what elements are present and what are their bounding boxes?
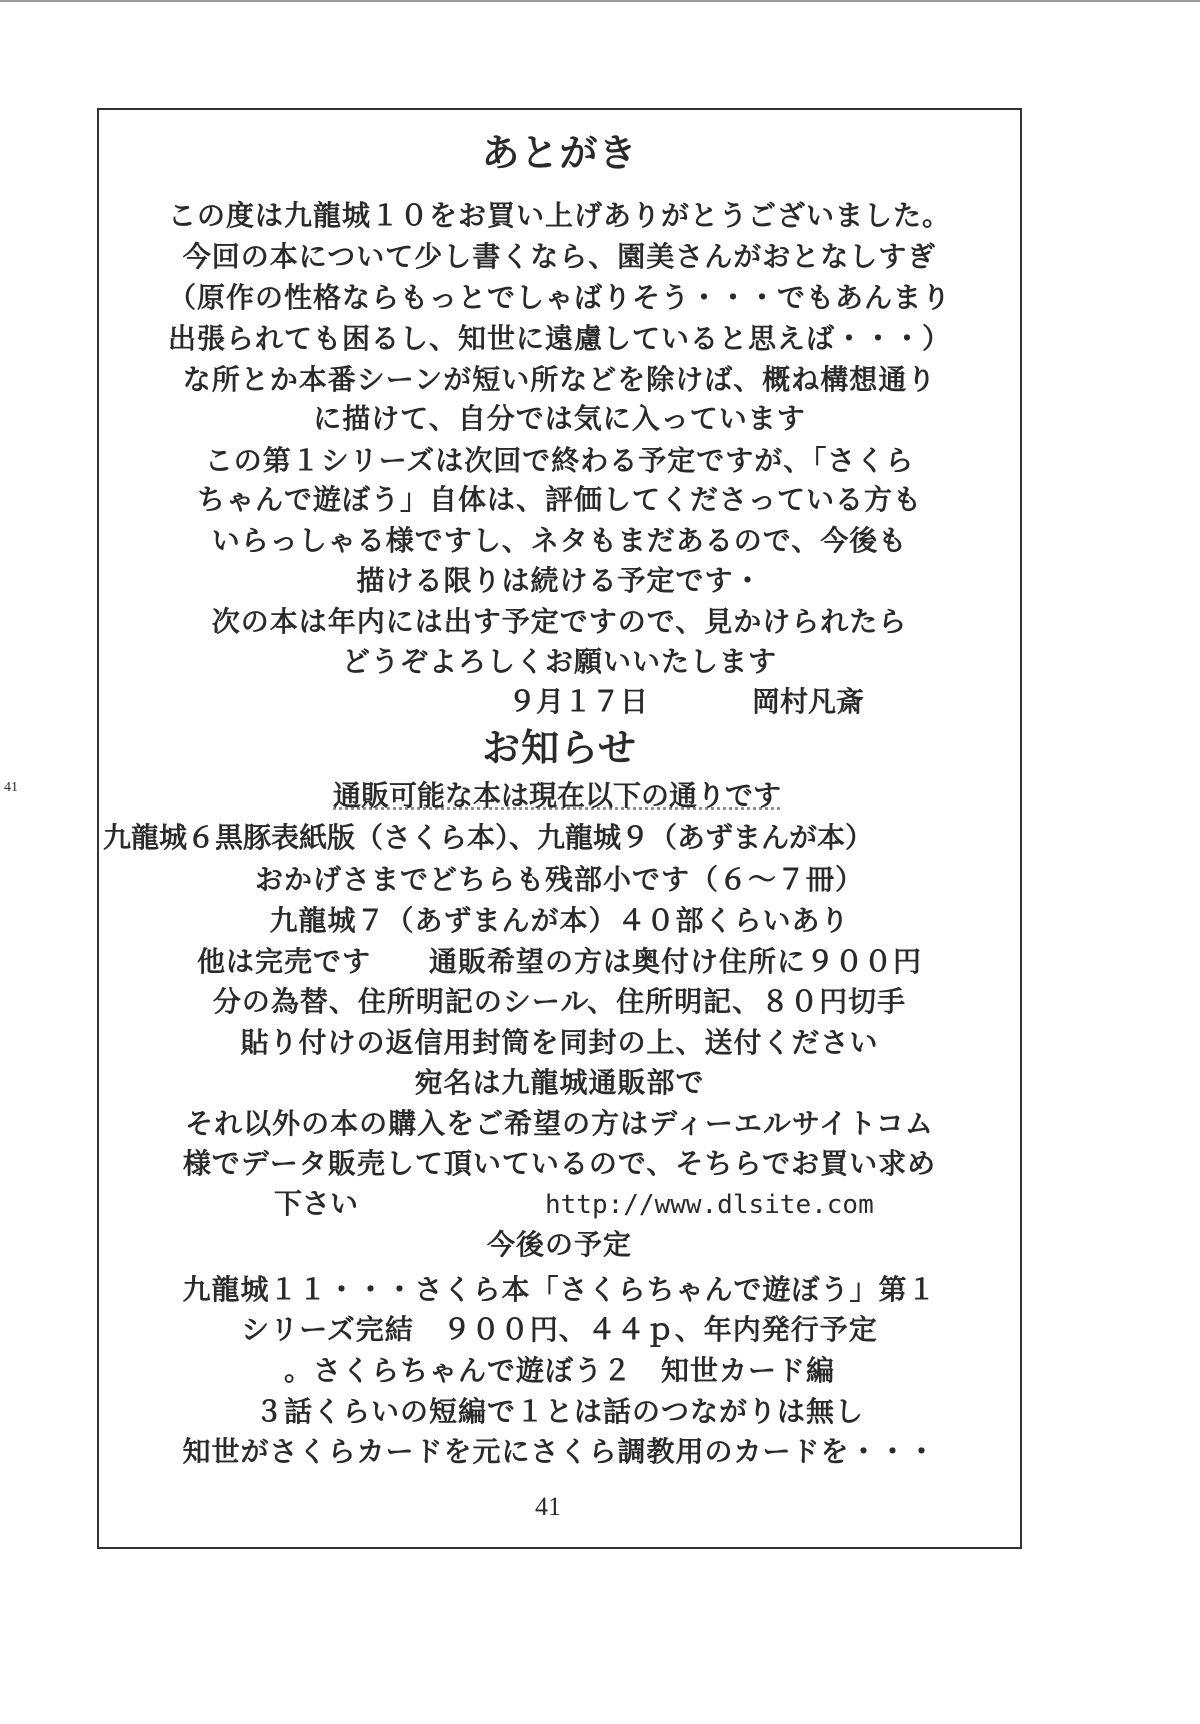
page-number: 41 bbox=[535, 1492, 561, 1521]
notice-title: お知らせ bbox=[482, 726, 637, 770]
notice-line: 通販可能な本は現在以下の通りです bbox=[333, 779, 782, 812]
notice-kudasai: 下さい bbox=[274, 1187, 359, 1220]
top-edge-line bbox=[0, 0, 1200, 2]
afterword-line: （原作の性格ならもっとでしゃばりそう・・・でもあんまり bbox=[167, 281, 951, 314]
notice-line: 分の為替、住所明記のシール、住所明記、８０円切手 bbox=[212, 985, 907, 1018]
afterword-line: に描けて、自分では気に入っています bbox=[313, 402, 806, 435]
notice-line: 貼り付けの返信用封筒を同封の上、送付ください bbox=[240, 1026, 879, 1059]
notice-line: 宛名は九龍城通販部で bbox=[414, 1066, 705, 1099]
afterword-line: 今回の本について少し書くなら、園美さんがおとなしすぎ bbox=[182, 240, 937, 273]
notice-line: 九龍城６黒豚表紙版（さくら本）、九龍城９（あずまんが本） bbox=[103, 821, 874, 854]
notice-line: 九龍城７（あずまんが本）４０部くらいあり bbox=[269, 904, 850, 937]
afterword-date: ９月１７日 bbox=[508, 685, 649, 718]
side-page-number: 41 bbox=[4, 780, 18, 795]
afterword-line: ちゃんで遊ぼう」自体は、評価してくださっている方も bbox=[196, 483, 922, 516]
notice-line: 他は完売です 通販希望の方は奥付け住所に９００円 bbox=[196, 945, 922, 978]
schedule-line: 知世がさくらカードを元にさくら調教用のカードを・・・ bbox=[182, 1435, 937, 1468]
schedule-line: シリーズ完結 ９００円、４４ｐ、年内発行予定 bbox=[241, 1313, 878, 1346]
schedule-line: ３話くらいの短編で１とは話のつながりは無し bbox=[254, 1395, 864, 1428]
afterword-line: どうぞよろしくお願いいたします bbox=[341, 645, 777, 678]
afterword-line: な所とか本番シーンが短い所などを除けば、概ね構想通り bbox=[182, 363, 937, 396]
afterword-title: あとがき bbox=[481, 131, 638, 175]
afterword-line: 出張られても困るし、知世に遠慮していると思えば・・・） bbox=[167, 322, 951, 355]
schedule-line: 九龍城１１・・・さくら本「さくらちゃんで遊ぼう」第１ bbox=[182, 1273, 937, 1306]
dlsite-url: http://www.dlsite.com bbox=[545, 1190, 874, 1220]
afterword-author: 岡村凡斎 bbox=[752, 685, 865, 718]
afterword-line: 次の本は年内には出す予定ですので、見かけられたら bbox=[211, 605, 908, 638]
afterword-line: この第１シリーズは次回で終わる予定ですが、「さくら bbox=[204, 444, 915, 477]
afterword-line: この度は九龍城１０をお買い上げありがとうございました。 bbox=[167, 199, 951, 232]
notice-line: それ以外の本の購入をご希望の方はディーエルサイトコム bbox=[185, 1107, 934, 1140]
afterword-line: いらっしゃる様ですし、ネタもまだあるので、今後も bbox=[211, 524, 908, 557]
afterword-line: 描ける限りは続ける予定です・ bbox=[356, 564, 763, 597]
schedule-line: 。さくらちゃんで遊ぼう２ 知世カード編 bbox=[283, 1354, 835, 1387]
notice-line: 様でデータ販売して頂いているので、そちらでお買い求め bbox=[182, 1147, 937, 1180]
schedule-title: 今後の予定 bbox=[486, 1228, 632, 1261]
notice-line: おかげさまでどちらも残部小です（６～７冊） bbox=[254, 863, 864, 896]
